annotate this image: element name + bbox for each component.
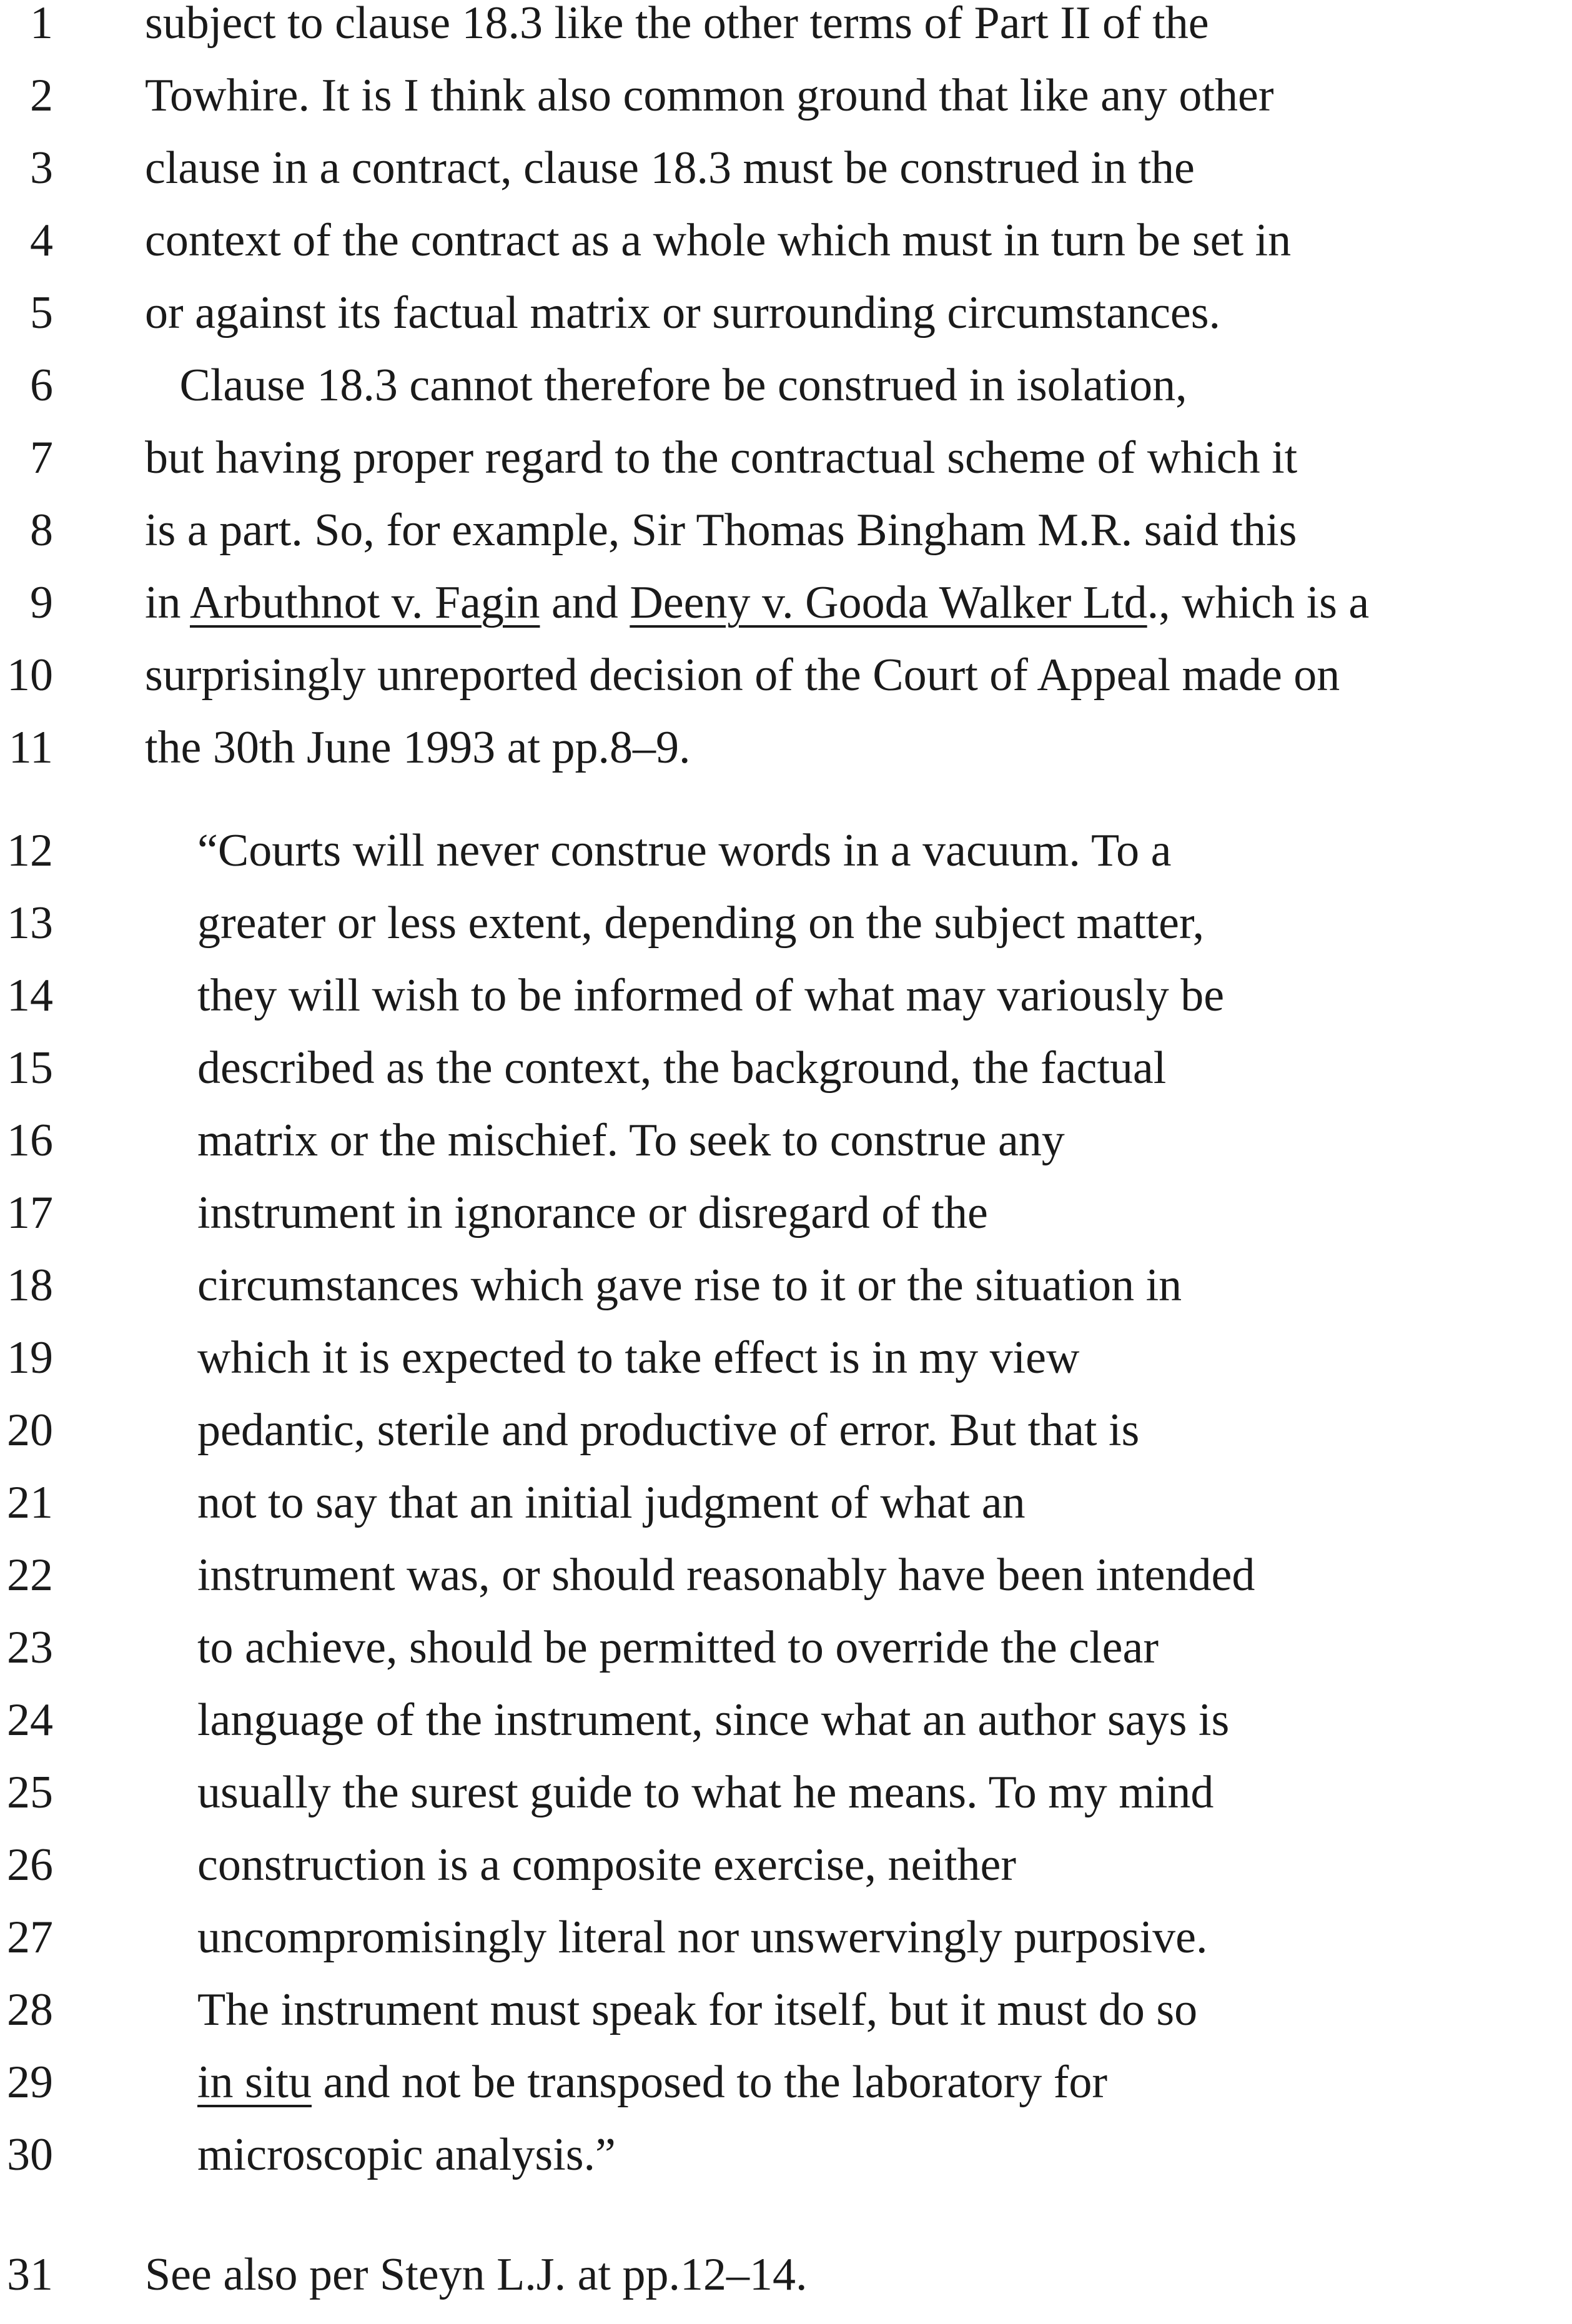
line-number: 29 (7, 2057, 53, 2108)
quotation-text (197, 1332, 1080, 1383)
text-segment: matrix or the mischief. To seek to construe any (197, 1115, 1065, 1166)
text-line (0, 972, 1572, 1045)
text-line (0, 577, 1572, 652)
quotation-text (197, 1405, 1140, 1456)
text-line (0, 1407, 1572, 1480)
text-line (0, 72, 1572, 145)
line-number: 25 (7, 1767, 53, 1818)
text-segment: “Courts will never construe words in a vacuum. To a (197, 825, 1172, 876)
text-segment: Clause 18.3 cannot therefore be construed in isolation, (145, 360, 1187, 411)
quotation-text (197, 1694, 1230, 1746)
underlined-citation: Deeny v. Gooda Walker Ltd (630, 577, 1147, 628)
quotation-text (197, 1477, 1026, 1528)
text-line (0, 1914, 1572, 1987)
quotation-text (197, 897, 1205, 949)
text-line (0, 287, 1572, 362)
text-line (0, 2059, 1572, 2132)
quotation-text (197, 2057, 1108, 2108)
body-text (145, 72, 1273, 119)
text-line (0, 507, 1572, 580)
text-segment: circumstances which gave rise to it or the situation in (197, 1260, 1182, 1311)
text-segment: and (540, 577, 630, 628)
text-line (0, 1332, 1572, 1407)
text-segment: construction is a composite exercise, neither (197, 1839, 1017, 1891)
text-segment: pedantic, sterile and productive of error. But that is (197, 1405, 1140, 1456)
text-line (0, 1984, 1572, 2059)
line-number: 8 (30, 505, 53, 556)
text-line (0, 0, 1572, 72)
text-segment: clause in a contract, clause 18.3 must be construed in the (145, 142, 1195, 194)
text-segment: ., which is a (1147, 577, 1370, 628)
quotation-text (197, 2129, 616, 2180)
quotation-text (197, 1117, 1065, 1164)
text-line (0, 724, 1572, 797)
line-number: 5 (30, 287, 53, 339)
text-line (0, 652, 1572, 724)
line-number: 28 (7, 1984, 53, 2035)
body-text (145, 2249, 808, 2300)
quotation-text (197, 1769, 1214, 1816)
quotation-text (197, 1839, 1017, 1891)
line-number: 2 (30, 70, 53, 121)
quotation-text (197, 1914, 1208, 1961)
text-segment: and not be transposed to the laboratory for (311, 2057, 1108, 2108)
text-segment: instrument was, or should reasonably have been intended (197, 1550, 1255, 1601)
line-number: 31 (7, 2249, 53, 2300)
line-number: 10 (7, 650, 53, 701)
line-number: 19 (7, 1332, 53, 1383)
body-text (145, 0, 1209, 49)
line-number: 4 (30, 215, 53, 266)
underlined-citation: Arbuthnot v. Fagin (189, 577, 540, 628)
body-text (145, 577, 1370, 628)
body-text (145, 432, 1298, 483)
text-segment: is a part. So, for example, Sir Thomas Bingham M.R. said this (145, 505, 1297, 556)
line-number: 1 (30, 0, 53, 49)
text-segment: greater or less extent, depending on the subject matter, (197, 897, 1205, 949)
body-text (145, 505, 1297, 556)
text-segment: in (145, 577, 190, 628)
text-line (0, 1839, 1572, 1914)
text-line (0, 1187, 1572, 1262)
body-text (145, 142, 1195, 194)
text-segment: to achieve, should be permitted to override the clear (197, 1622, 1159, 1673)
line-number: 26 (7, 1839, 53, 1891)
text-segment: which it is expected to take effect is in my view (197, 1332, 1080, 1383)
text-line (0, 825, 1572, 900)
line-number: 14 (7, 970, 53, 1021)
body-text (145, 360, 1187, 411)
body-text (145, 287, 1221, 339)
text-line (0, 1117, 1572, 1190)
line-number: 30 (7, 2129, 53, 2180)
line-number: 11 (8, 722, 53, 773)
text-segment: language of the instrument, since what an author says is (197, 1694, 1230, 1746)
text-segment: but having proper regard to the contractual scheme of which it (145, 432, 1298, 483)
text-line (0, 1552, 1572, 1624)
text-line (0, 2129, 1572, 2204)
text-segment: Towhire. It is I think also common ground that like any other (145, 70, 1274, 121)
quotation-text (197, 1042, 1167, 1094)
quotation-text (197, 1550, 1255, 1601)
text-segment: context of the contract as a whole which must in turn be set in (145, 215, 1292, 266)
line-number: 7 (30, 432, 53, 483)
line-number: 21 (7, 1477, 53, 1528)
text-line (0, 1042, 1572, 1117)
text-line (0, 1624, 1572, 1697)
text-line (0, 1694, 1572, 1769)
text-segment: microscopic analysis.” (197, 2129, 616, 2180)
underlined-citation: in situ (197, 2057, 312, 2108)
line-number: 12 (7, 825, 53, 876)
text-segment: the 30th June 1993 at pp.8–9. (145, 722, 691, 773)
body-text (145, 217, 1291, 264)
text-segment: usually the surest guide to what he means. To my mind (197, 1767, 1214, 1818)
text-segment: surprisingly unreported decision of the Court of Appeal made on (145, 650, 1340, 701)
line-number: 15 (7, 1042, 53, 1094)
line-number: 22 (7, 1550, 53, 1601)
text-segment: not to say that an initial judgment of what an (197, 1477, 1026, 1528)
quotation-text (197, 825, 1172, 876)
text-line (0, 362, 1572, 435)
text-line (0, 142, 1572, 217)
line-number: 13 (7, 897, 53, 949)
text-segment: they will wish to be informed of what may variously be (197, 970, 1225, 1021)
text-line (0, 217, 1572, 290)
text-line (0, 1262, 1572, 1335)
text-segment: uncompromisingly literal nor unswervingly purposive. (197, 1912, 1208, 1963)
quotation-text (197, 972, 1224, 1019)
text-segment: The instrument must speak for itself, but it must do so (197, 1984, 1198, 2035)
body-text (145, 724, 691, 771)
line-number: 16 (7, 1115, 53, 1166)
line-number: 3 (30, 142, 53, 194)
text-line (0, 1769, 1572, 1842)
body-text (145, 650, 1340, 701)
line-number: 9 (30, 577, 53, 628)
text-segment: instrument in ignorance or disregard of the (197, 1187, 988, 1239)
text-segment: or against its factual matrix or surrounding circumstances. (145, 287, 1221, 339)
quotation-text (197, 1984, 1198, 2035)
quotation-text (197, 1187, 988, 1239)
text-line (0, 1477, 1572, 1552)
text-segment: subject to clause 18.3 like the other terms of Part II of the (145, 0, 1209, 49)
quotation-text (197, 1260, 1182, 1311)
text-line (0, 432, 1572, 507)
line-number: 20 (7, 1405, 53, 1456)
line-number: 24 (7, 1694, 53, 1746)
line-number: 23 (7, 1622, 53, 1673)
text-line (0, 2249, 1572, 2324)
quotation-text (197, 1624, 1159, 1671)
line-number: 18 (7, 1260, 53, 1311)
text-segment: described as the context, the background, the factual (197, 1042, 1167, 1094)
line-number: 6 (30, 360, 53, 411)
text-segment: See also per Steyn L.J. at pp.12–14. (145, 2249, 808, 2300)
line-number: 17 (7, 1187, 53, 1239)
line-number: 27 (7, 1912, 53, 1963)
text-line (0, 897, 1572, 972)
